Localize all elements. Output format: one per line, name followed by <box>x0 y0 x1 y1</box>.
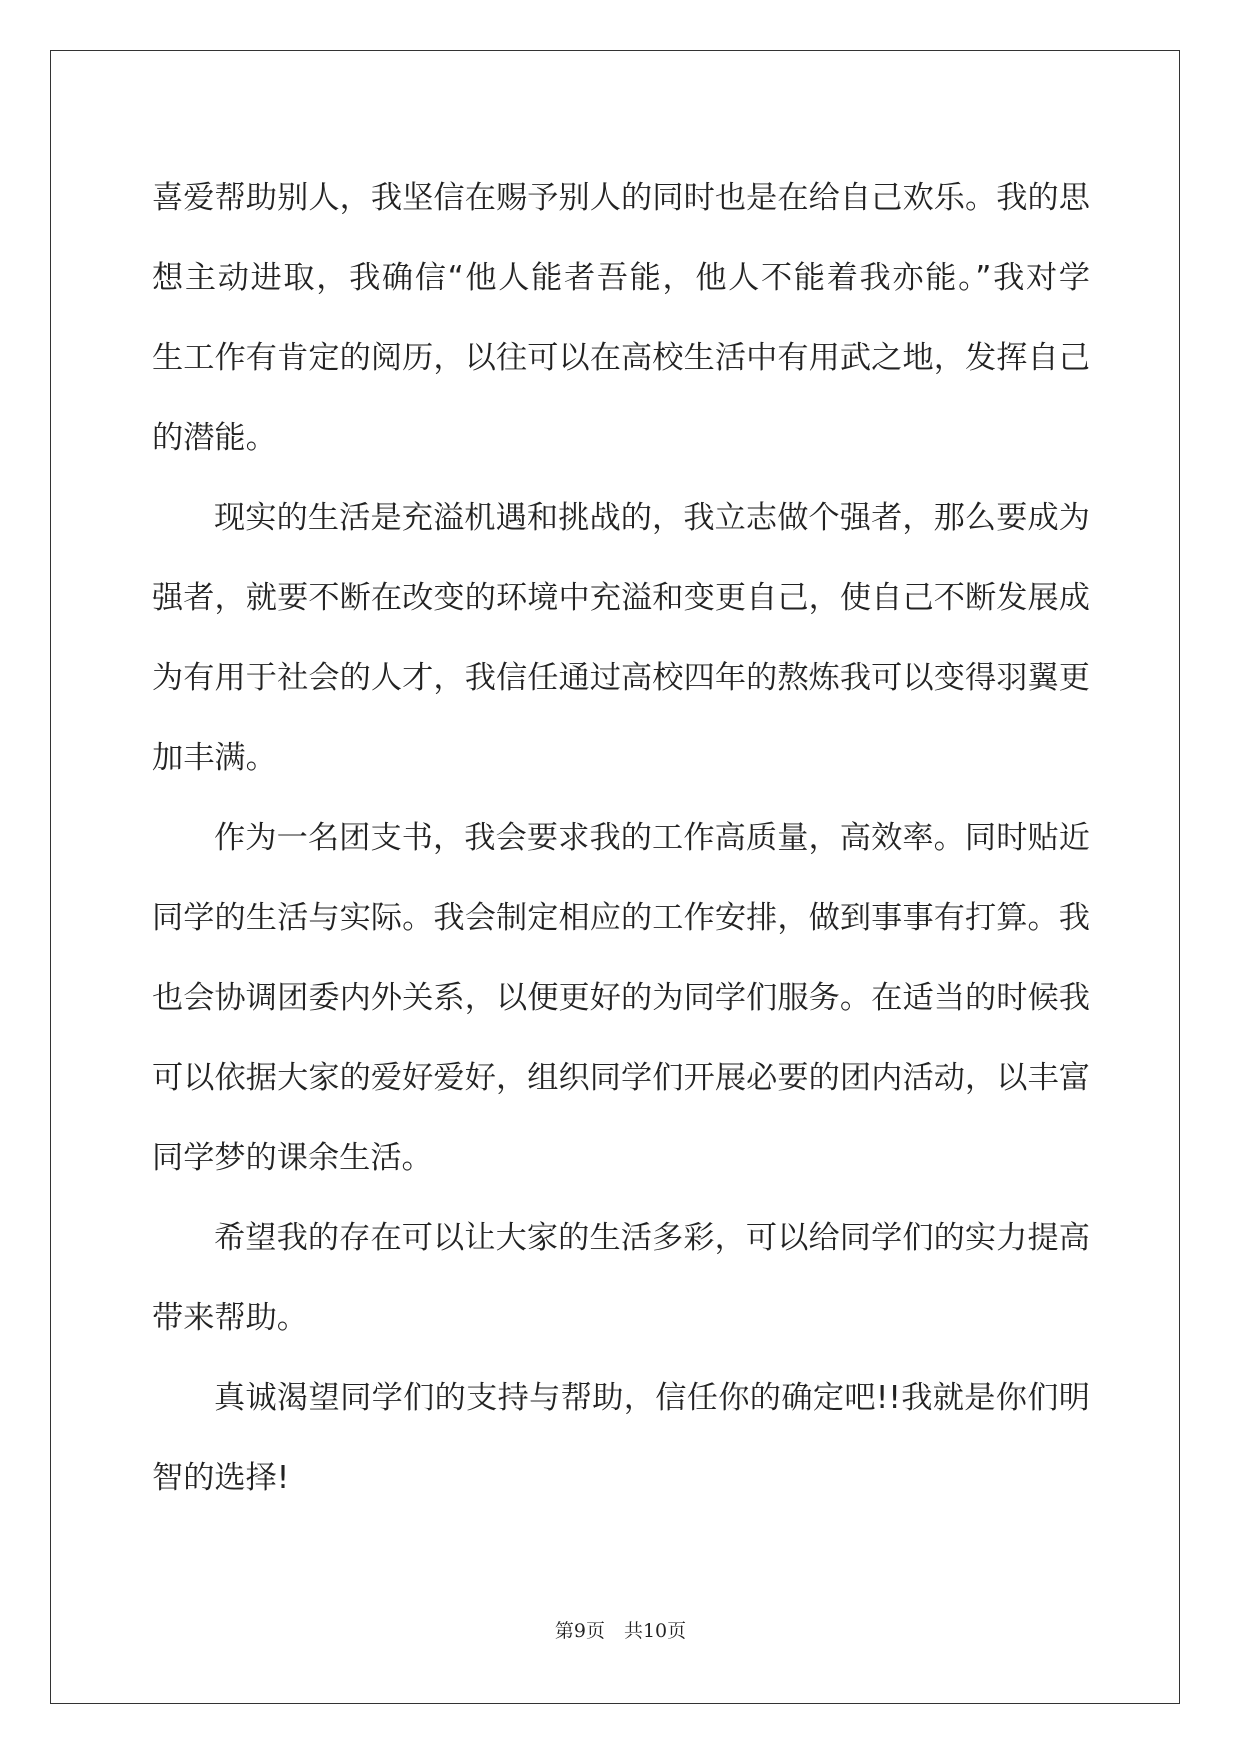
text-line: 现实的生活是充溢机遇和挑战的，我立志做个强者，那么要成为 <box>214 500 1090 536</box>
text-line: 的潜能。 <box>152 420 277 456</box>
paragraph <box>152 1198 1090 1358</box>
text-line: 带来帮助。 <box>152 1300 308 1336</box>
text-line: 同学梦的课余生活。 <box>152 1140 433 1176</box>
text-line: 作为一名团支书，我会要求我的工作高质量，高效率。同时贴近 <box>214 820 1090 856</box>
text-line: 喜爱帮助别人，我坚信在赐予别人的同时也是在给自己欢乐。我的思 <box>152 180 1090 216</box>
text-line: 生工作有肯定的阅历，以往可以在高校生活中有用武之地，发挥自己 <box>152 340 1090 376</box>
document-body <box>152 158 1090 1518</box>
paragraph <box>152 158 1090 478</box>
text-line: 希望我的存在可以让大家的生活多彩，可以给同学们的实力提高 <box>214 1220 1090 1256</box>
text-line: 想主动进取，我确信“他人能者吾能，他人不能着我亦能。”我对学 <box>152 260 1090 296</box>
text-line: 可以依据大家的爱好爱好，组织同学们开展必要的团内活动，以丰富 <box>152 1060 1090 1096</box>
text-line: 智的选择! <box>152 1460 290 1496</box>
paragraph <box>152 798 1090 1198</box>
paragraph <box>152 478 1090 798</box>
text-line: 加丰满。 <box>152 740 277 776</box>
text-line: 真诚渴望同学们的支持与帮助，信任你的确定吧!!我就是你们明 <box>214 1380 1090 1416</box>
text-line: 为有用于社会的人才，我信任通过高校四年的熬炼我可以变得羽翼更 <box>152 660 1090 696</box>
paragraph <box>152 1358 1090 1518</box>
page-number-footer: 第9页 共10页 <box>554 1620 687 1642</box>
text-line: 也会协调团委内外关系，以便更好的为同学们服务。在适当的时候我 <box>152 980 1090 1016</box>
text-line: 强者，就要不断在改变的环境中充溢和变更自己，使自己不断发展成 <box>152 580 1090 616</box>
text-line: 同学的生活与实际。我会制定相应的工作安排，做到事事有打算。我 <box>152 900 1090 936</box>
